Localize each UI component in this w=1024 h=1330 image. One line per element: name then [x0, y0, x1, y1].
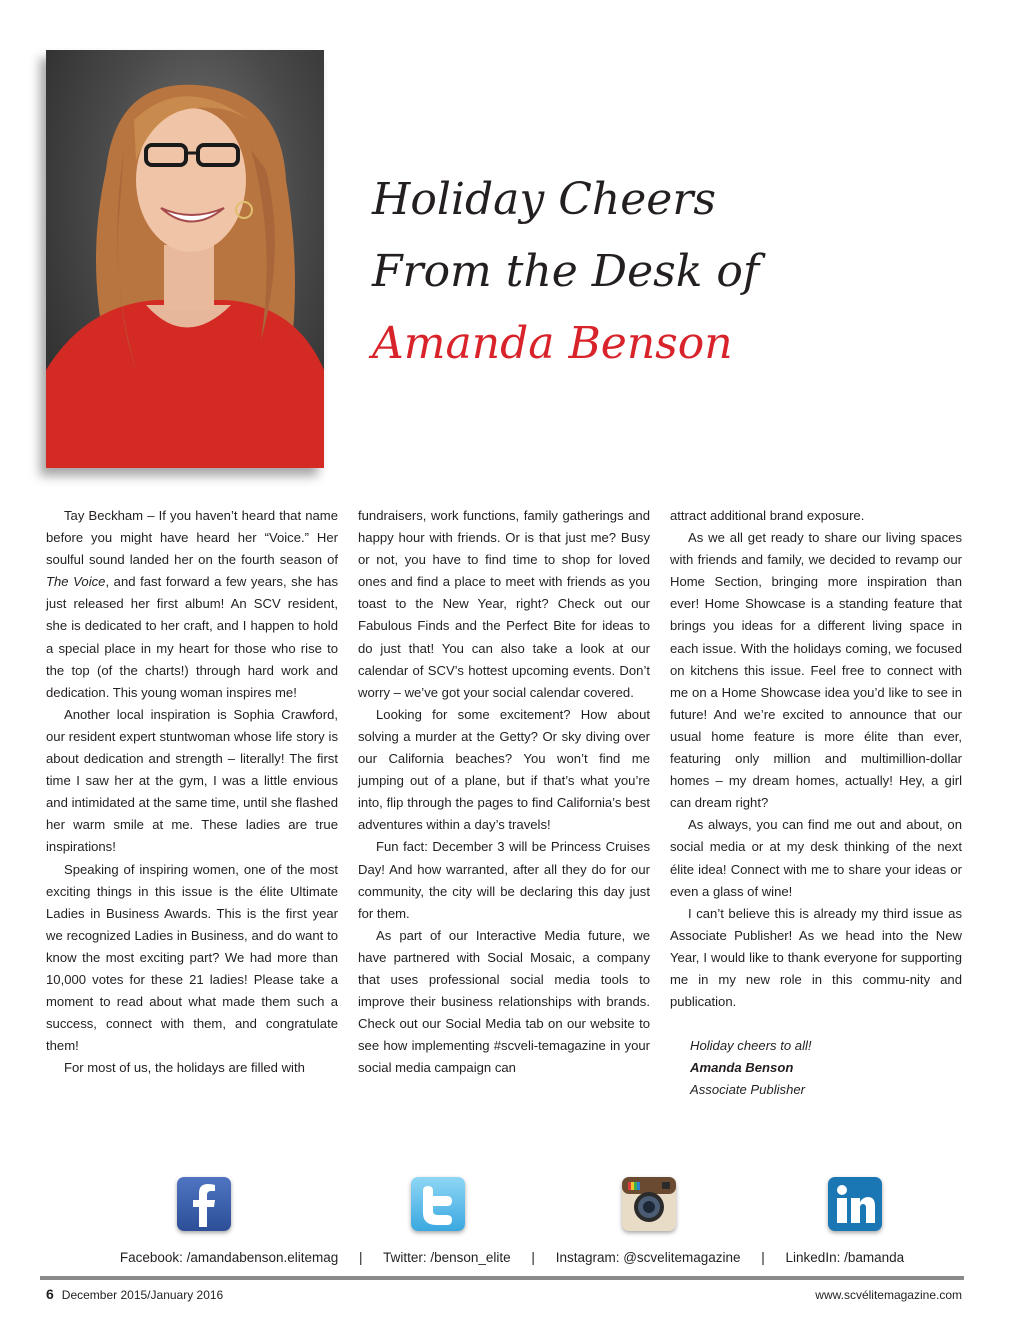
paragraph: Another local inspiration is Sophia Crawford, our resident expert stuntwoman whose life story is about dedication and strength – literally! The first time I saw her at the gym, I was a little envious and intimidated at the same time, until she flashed her warm smile at me. These ladies are true inspirations!	[46, 706, 338, 855]
instagram-icon[interactable]	[622, 1177, 676, 1231]
facebook-handle-link[interactable]: Facebook: /amandabenson.elitemag	[119, 1250, 339, 1265]
facebook-icon[interactable]	[177, 1177, 231, 1231]
instagram-handle-link[interactable]: Instagram: @scvelitemagazine	[555, 1250, 741, 1265]
portrait-photo	[46, 50, 324, 468]
body-column-1	[46, 505, 338, 1079]
body-column-2	[358, 505, 650, 1079]
separator: |	[359, 1250, 363, 1265]
signoff-block	[670, 1035, 962, 1101]
separator: |	[761, 1250, 765, 1265]
paragraph-text: Tay Beckham – If you haven’t heard that name before you might have heard her “Voice.” Her soulful sound landed her on the fourth season of	[46, 508, 338, 568]
linkedin-icon[interactable]	[828, 1177, 882, 1231]
issue-date: December 2015/January 2016	[61, 1288, 224, 1302]
signoff-title: Associate Publisher	[690, 1082, 805, 1098]
website-link[interactable]: www.scvélitemagazine.com	[815, 1288, 962, 1302]
linkedin-handle-link[interactable]: LinkedIn: /bamanda	[785, 1250, 905, 1265]
headline-author-name: Amanda Benson	[372, 318, 733, 369]
signoff-greeting: Holiday cheers to all!	[690, 1038, 812, 1054]
twitter-handle-link[interactable]: Twitter: /benson_elite	[383, 1250, 511, 1265]
page-number: 6	[46, 1286, 54, 1302]
signoff-signature: Amanda Benson	[690, 1060, 794, 1076]
paragraph: Looking for some excitement? How about solving a murder at the Getty? Or sky diving over our California beaches? You won’t find me jumping out of a plane, but if that’s what you’re into, flip through the pages to find California’s best adventures within a day’s travels!	[358, 706, 650, 833]
body-column-3	[670, 505, 962, 1101]
paragraph: I can’t believe this is already my third issue as Associate Publisher! As we head into the New Year, I would like to thank everyone for supporting me in my new role in this commu-nity and publication.	[670, 905, 962, 1010]
paragraph: attract additional brand exposure.	[670, 508, 865, 523]
separator: |	[531, 1250, 535, 1265]
paragraph: Speaking of inspiring women, one of the most exciting things in this issue is the élite Ultimate Ladies in Business Awards. This is the first year we recognized Ladies in Business, and do want to know the most exciting part? We had more than 10,000 votes for these 21 ladies! Please take a moment to read about what made them such a success, connect with them, and congratulate them!	[46, 861, 338, 1054]
paragraph: As we all get ready to share our living spaces with friends and family, we decided to revamp our Home Section, bringing more inspiration than ever! Home Showcase is a standing feature that brings you ideas for a different living space in each issue. With the holidays coming, we focused on kitchens this issue. Feel free to connect with me on a Home Showcase idea you’d like to see in future! And we’re excited to announce that our usual home feature is more élite than ever, featuring only million and multimillion-dollar homes – my dream homes, actually! Hey, a girl can dream right?	[670, 530, 962, 811]
paragraph	[46, 505, 338, 704]
headline-line-1: Holiday Cheers	[372, 174, 716, 225]
paragraph-text: , and fast forward a few years, she has just released her first album! An SCV resident, she is dedicated to her craft, and I happen to hold a special place in my heart for those who rise to the top (of the charts!) through hard work and dedication. This young woman inspires me!	[46, 574, 339, 700]
social-handles	[0, 1250, 1024, 1265]
twitter-icon[interactable]	[411, 1177, 465, 1231]
page-folio	[46, 1286, 223, 1302]
headline-line-2: From the Desk of	[372, 246, 760, 297]
paragraph: fundraisers, work functions, family gatherings and happy hour with friends. Or is that just me? Busy or not, you have to find time to shop for loved ones and find a place to meet with friends as you toast to the New Year, right? Check out our Fabulous Finds and the Perfect Bite for ideas to do just that! You can also take a look at our calendar of SCV’s hottest upcoming events. Don’t worry – we’ve got your social calendar covered.	[358, 508, 650, 700]
paragraph: For most of us, the holidays are filled with	[64, 1060, 305, 1076]
paragraph: As always, you can find me out and about, on social media or at my desk thinking of the next élite idea! Connect with me to share your ideas or even a glass of wine!	[670, 817, 962, 899]
show-title-italic: The Voice	[46, 574, 106, 590]
paragraph: Fun fact: December 3 will be Princess Cruises Day! And how warranted, after all they do for our community, the city will be declaring this day just for them.	[358, 839, 650, 921]
article-headline	[372, 164, 892, 380]
paragraph: As part of our Interactive Media future, we have partnered with Social Mosaic, a company that uses professional social media tools to improve their business relationships with brands. Check out our Social Media tab on our website to see how implementing #scveli-temagazine in your social media campaign can	[358, 927, 650, 1076]
footer-rule	[40, 1276, 964, 1280]
